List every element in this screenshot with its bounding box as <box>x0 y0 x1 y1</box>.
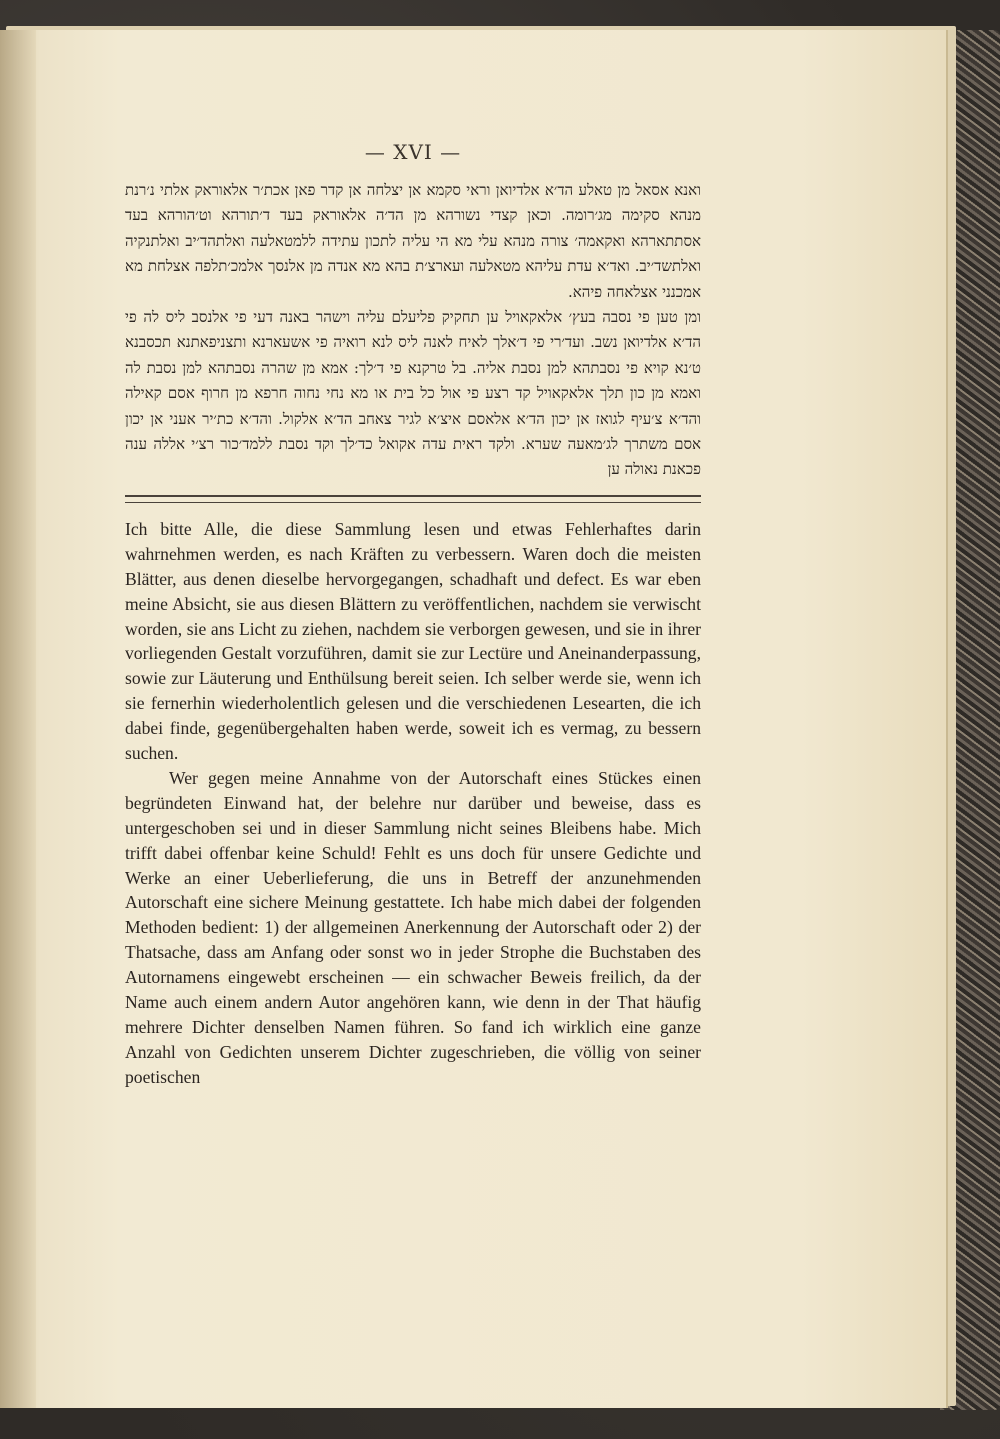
page-content <box>125 140 701 1090</box>
page-number: — XVI — <box>364 140 462 164</box>
hebrew-paragraph-1: ואנא אסאל מן טאלע הד׳א אלדיואן וראי סקמא אן יצלחה אן קדר פאן אכת׳ר אלאוראק אלתי נ׳רנת מנהא סקימה מג׳רומה. וכאן קצדי נשורהא מן הד׳ה אלאוראק בעד ד׳תורהא וט׳הורהא בעד אסתתארהא ואקאמה׳ צורה מנהא עלי מא הי עליה לתכון עתידה ללמטאלעה ואלתהד׳יב ואלתנקיה ואלתשד׳יב. ואד׳א עדת עליהא מטאלעה ועארצ׳ת בהא מא אנדה מן אלנסך אלמכ׳תלפה אצלחת מא אמכנני אצלאחה פיהא. <box>125 181 702 301</box>
hebrew-text-block <box>125 178 701 483</box>
page-gutter <box>0 30 36 1408</box>
german-paragraph-2: Wer gegen meine Annahme von der Autorschaft eines Stückes einen begründeten Einwand hat, der belehre nur darüber und beweise, dass es untergeschoben sei und in dieser Sammlung nicht seines Bleibens habe. Mich trifft dabei offenbar keine Schuld! Fehlt es uns doch für unsere Gedichte und Werke an einer Ueberlieferung, die uns in Betreff der anzunehmenden Autorschaft eine sichere Meinung gestattete. Ich habe mich dabei der folgenden Methoden bedient: 1) der allgemeinen Anerkennung der Autorschaft oder 2) der Thatsache, dass am Anfang oder sonst wo in jeder Strophe die Buchstaben des Autornamens eingewebt erscheinen — ein schwacher Beweis freilich, da der Name auch einem andern Autor angehören kann, wie denn in der That häufig mehrere Dichter denselben Namen führen. So fand ich wirklich eine ganze Anzahl von Gedichten unserem Dichter zugeschrieben, die völlig von seiner poetischen <box>125 767 701 1087</box>
german-paragraph-1: Ich bitte Alle, die diese Sammlung lesen und etwas Fehlerhaftes darin wahrnehmen werden, es nach Kräften zu verbessern. Waren doch die meisten Blätter, aus denen dieselbe hervorgegangen, schadhaft und defect. Es war eben meine Absicht, sie aus diesen Blättern zu veröffentlichen, nachdem sie verwischt worden, sie ans Licht zu ziehen, nachdem sie verborgen gewesen, und sie in ihrer vorliegenden Gestalt vorzuführen, damit sie zur Lectüre und Aneinanderpassung, sowie zur Läuterung und Enthülsung bereit seien. Ich selber werde sie, wenn ich sie fernerhin wiederholentlich gelesen und die verschiedenen Lesearten, die ich dabei finde, gegenübergehalten haben werde, soweit ich es vermag, zu bessern suchen. <box>125 518 701 764</box>
hebrew-paragraph-2: ומן טען פי נסבה בעץ׳ אלאקאויל ען תחקיק פליעלם עליה וישהר באנה דעי פי אלנסב ליס לה פי הד׳א אלדיואן נשב. ועד׳רי פי ד׳אלך לאיח לאנה ליס לנא רואיה פי אשעארנא ותצניפאתנא תכסבנא ט׳נא קויא פי נסבתהא למן נסבת אליה. בל טרקנא פי ד׳לך: אמא מן שהרה נסבתהא למן נסבת לה ואמא מן כון תלך אלאקאויל קד רצע פי אול כל בית או מא נחי נחוה חרפא מן חרוף אסם קאילה והד׳א צ׳עיף לגואז אן יכון הד׳א אלאסם איצ׳א לגיר צאחב הד׳א אלקול. והד׳א כת׳יר אעני אן יכון אסם משתרך לג׳מאעה שערא. ולקד ראית עדה אקואל כד׳לך וקד נסבת ללמד׳כור רצ׳י אללה ענה פכאנת נאולה ען <box>125 308 701 479</box>
section-divider <box>125 495 701 503</box>
german-text-block <box>125 517 701 1090</box>
